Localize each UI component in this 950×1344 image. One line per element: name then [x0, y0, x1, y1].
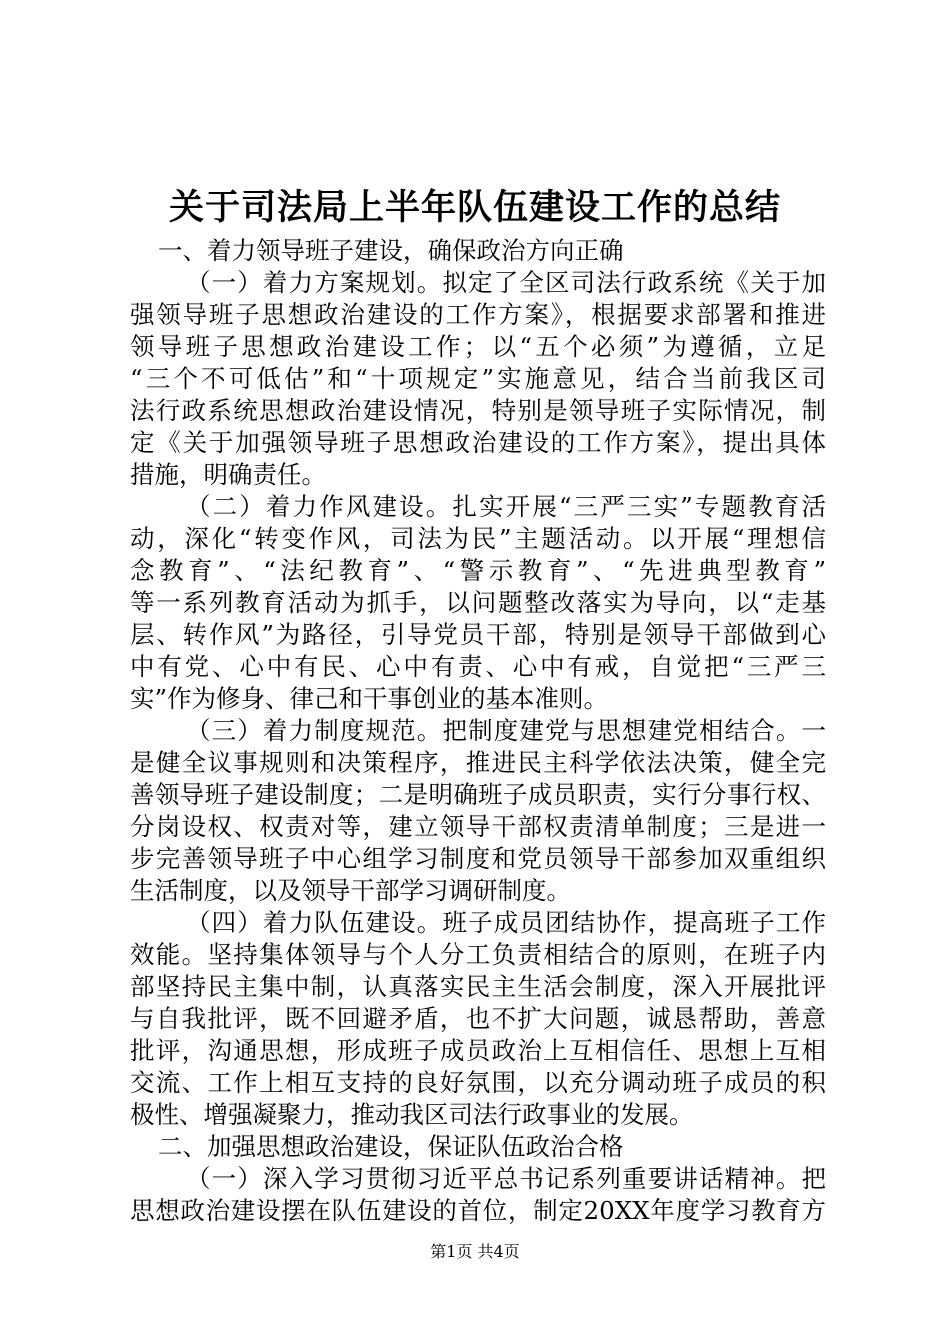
paragraph-line: 是健全议事规则和决策程序，推进民主科学依法决策，健全完 [130, 748, 826, 777]
paragraph-line: 部坚持民主集中制，认真落实民主生活会制度，深入开展批评 [130, 972, 826, 1001]
paragraph-line: （二）着力作风建设。扎实开展“三严三实”专题教育活 [186, 492, 826, 521]
paragraph-line: 动，深化“转变作风，司法为民”主题活动。以开展“理想信 [130, 524, 826, 553]
paragraph-line: 与自我批评，既不回避矛盾，也不扩大问题，诚恳帮助，善意 [130, 1004, 826, 1033]
paragraph-line: （一）深入学习贯彻习近平总书记系列重要讲话精神。把 [186, 1164, 826, 1193]
paragraph-line: 生活制度，以及领导干部学习调研制度。 [130, 876, 571, 905]
paragraph-line: 分岗设权、权责对等，建立领导干部权责清单制度；三是进一 [130, 812, 826, 841]
section-heading: 一、着力领导班子建设，确保政治方向正确 [158, 236, 624, 265]
paragraph-line: “三个不可低估”和“十项规定”实施意见，结合当前我区司 [130, 364, 826, 393]
paragraph-line: 实”作为修身、律己和干事创业的基本准则。 [130, 684, 609, 713]
paragraph-line: 层、转作风”为路径，引导党员干部，特别是领导干部做到心 [130, 620, 826, 649]
paragraph-line: （四）着力队伍建设。班子成员团结协作，提高班子工作 [186, 908, 826, 937]
paragraph-line: 法行政系统思想政治建设情况，特别是领导班子实际情况，制 [130, 396, 826, 425]
paragraph-line: 思想政治建设摆在队伍建设的首位，制定20XX年度学习教育方 [130, 1196, 826, 1225]
paragraph-line: 交流、工作上相互支持的良好氛围，以充分调动班子成员的积 [130, 1068, 826, 1097]
paragraph-line: 定《关于加强领导班子思想政治建设的工作方案》，提出具体 [130, 428, 826, 457]
page-footer: 第1页 共4页 [430, 1242, 520, 1261]
paragraph-line: 步完善领导班子中心组学习制度和党员领导干部参加双重组织 [130, 844, 826, 873]
document-body [130, 235, 826, 1227]
paragraph-line: 效能。坚持集体领导与个人分工负责相结合的原则，在班子内 [130, 940, 826, 969]
paragraph-line: 念教育”、“法纪教育”、“警示教育”、“先进典型教育” [130, 556, 826, 585]
paragraph-line: 中有党、心中有民、心中有责、心中有戒，自觉把“三严三 [130, 652, 826, 681]
paragraph-line: （三）着力制度规范。把制度建党与思想建党相结合。一 [186, 716, 826, 745]
paragraph-line: 措施，明确责任。 [130, 460, 326, 489]
paragraph-line: 善领导班子建设制度；二是明确班子成员职责，实行分事行权、 [130, 780, 826, 809]
section-heading: 二、加强思想政治建设，保证队伍政治合格 [158, 1132, 624, 1161]
document-title: 关于司法局上半年队伍建设工作的总结 [168, 187, 781, 228]
paragraph-line: 批评，沟通思想，形成班子成员政治上互相信任、思想上互相 [130, 1036, 826, 1065]
paragraph-line: 强领导班子思想政治建设的工作方案》，根据要求部署和推进 [130, 300, 826, 329]
paragraph-line: 极性、增强凝聚力，推动我区司法行政事业的发展。 [130, 1100, 694, 1129]
paragraph-line: 领导班子思想政治建设工作；以“五个必须”为遵循，立足 [130, 332, 826, 361]
paragraph-line: （一）着力方案规划。拟定了全区司法行政系统《关于加 [186, 268, 826, 297]
paragraph-line: 等一系列教育活动为抓手，以问题整改落实为导向，以“走基 [130, 588, 826, 617]
